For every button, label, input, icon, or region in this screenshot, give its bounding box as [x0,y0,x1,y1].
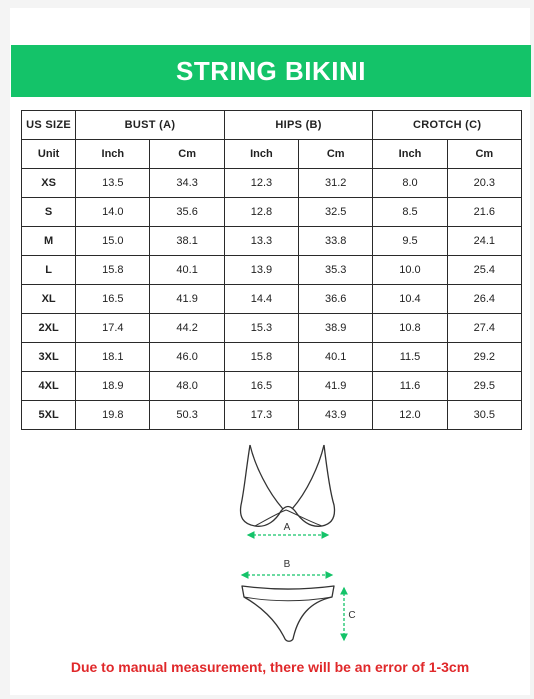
unit-cell: Cm [447,140,521,169]
value-cell: 35.6 [150,198,224,227]
unit-cell: Inch [224,140,298,169]
value-cell: 29.2 [447,343,521,372]
size-cell: XS [22,169,76,198]
label-a: A [283,522,291,533]
value-cell: 46.0 [150,343,224,372]
value-cell: 33.8 [299,227,373,256]
label-b: B [283,559,291,570]
value-cell: 29.5 [447,372,521,401]
value-cell: 13.5 [76,169,150,198]
size-cell: M [22,227,76,256]
value-cell: 13.3 [224,227,298,256]
size-chart-card [10,8,530,695]
value-cell: 50.3 [150,401,224,430]
value-cell: 9.5 [373,227,447,256]
bikini-bottom-icon [242,586,334,641]
value-cell: 24.1 [447,227,521,256]
value-cell: 36.6 [299,285,373,314]
value-cell: 15.3 [224,314,298,343]
value-cell: 40.1 [150,256,224,285]
header-hips: HIPS (B) [224,111,373,140]
size-cell: L [22,256,76,285]
size-cell: 3XL [22,343,76,372]
value-cell: 19.8 [76,401,150,430]
value-cell: 13.9 [224,256,298,285]
page-title: STRING BIKINI [176,55,366,86]
unit-cell: Inch [76,140,150,169]
value-cell: 10.8 [373,314,447,343]
size-cell: XL [22,285,76,314]
value-cell: 30.5 [447,401,521,430]
value-cell: 32.5 [299,198,373,227]
bikini-top-icon [241,445,335,526]
unit-label: Unit [22,140,76,169]
value-cell: 48.0 [150,372,224,401]
value-cell: 8.5 [373,198,447,227]
size-cell: 2XL [22,314,76,343]
value-cell: 12.8 [224,198,298,227]
value-cell: 35.3 [299,256,373,285]
value-cell: 41.9 [299,372,373,401]
value-cell: 18.9 [76,372,150,401]
value-cell: 43.9 [299,401,373,430]
unit-cell: Cm [299,140,373,169]
value-cell: 14.4 [224,285,298,314]
value-cell: 17.4 [76,314,150,343]
value-cell: 12.0 [373,401,447,430]
value-cell: 34.3 [150,169,224,198]
unit-cell: Cm [150,140,224,169]
value-cell: 11.5 [373,343,447,372]
size-cell: 5XL [22,401,76,430]
value-cell: 12.3 [224,169,298,198]
unit-cell: Inch [373,140,447,169]
value-cell: 14.0 [76,198,150,227]
value-cell: 16.5 [76,285,150,314]
header-crotch: CROTCH (C) [373,111,522,140]
value-cell: 31.2 [299,169,373,198]
value-cell: 15.8 [224,343,298,372]
value-cell: 44.2 [150,314,224,343]
value-cell: 10.4 [373,285,447,314]
value-cell: 41.9 [150,285,224,314]
size-cell: S [22,198,76,227]
value-cell: 17.3 [224,401,298,430]
label-c: C [348,610,356,621]
size-cell: 4XL [22,372,76,401]
value-cell: 25.4 [447,256,521,285]
value-cell: 15.8 [76,256,150,285]
value-cell: 11.6 [373,372,447,401]
value-cell: 10.0 [373,256,447,285]
measurement-note: Due to manual measurement, there will be an error of 1-3cm [70,659,470,675]
value-cell: 38.1 [150,227,224,256]
value-cell: 40.1 [299,343,373,372]
value-cell: 8.0 [373,169,447,198]
value-cell: 20.3 [447,169,521,198]
value-cell: 21.6 [447,198,521,227]
bikini-diagram [10,8,530,695]
value-cell: 26.4 [447,285,521,314]
value-cell: 38.9 [299,314,373,343]
value-cell: 16.5 [224,372,298,401]
value-cell: 18.1 [76,343,150,372]
value-cell: 27.4 [447,314,521,343]
value-cell: 15.0 [76,227,150,256]
header-us-size: US SIZE [22,111,76,140]
header-bust: BUST (A) [76,111,225,140]
